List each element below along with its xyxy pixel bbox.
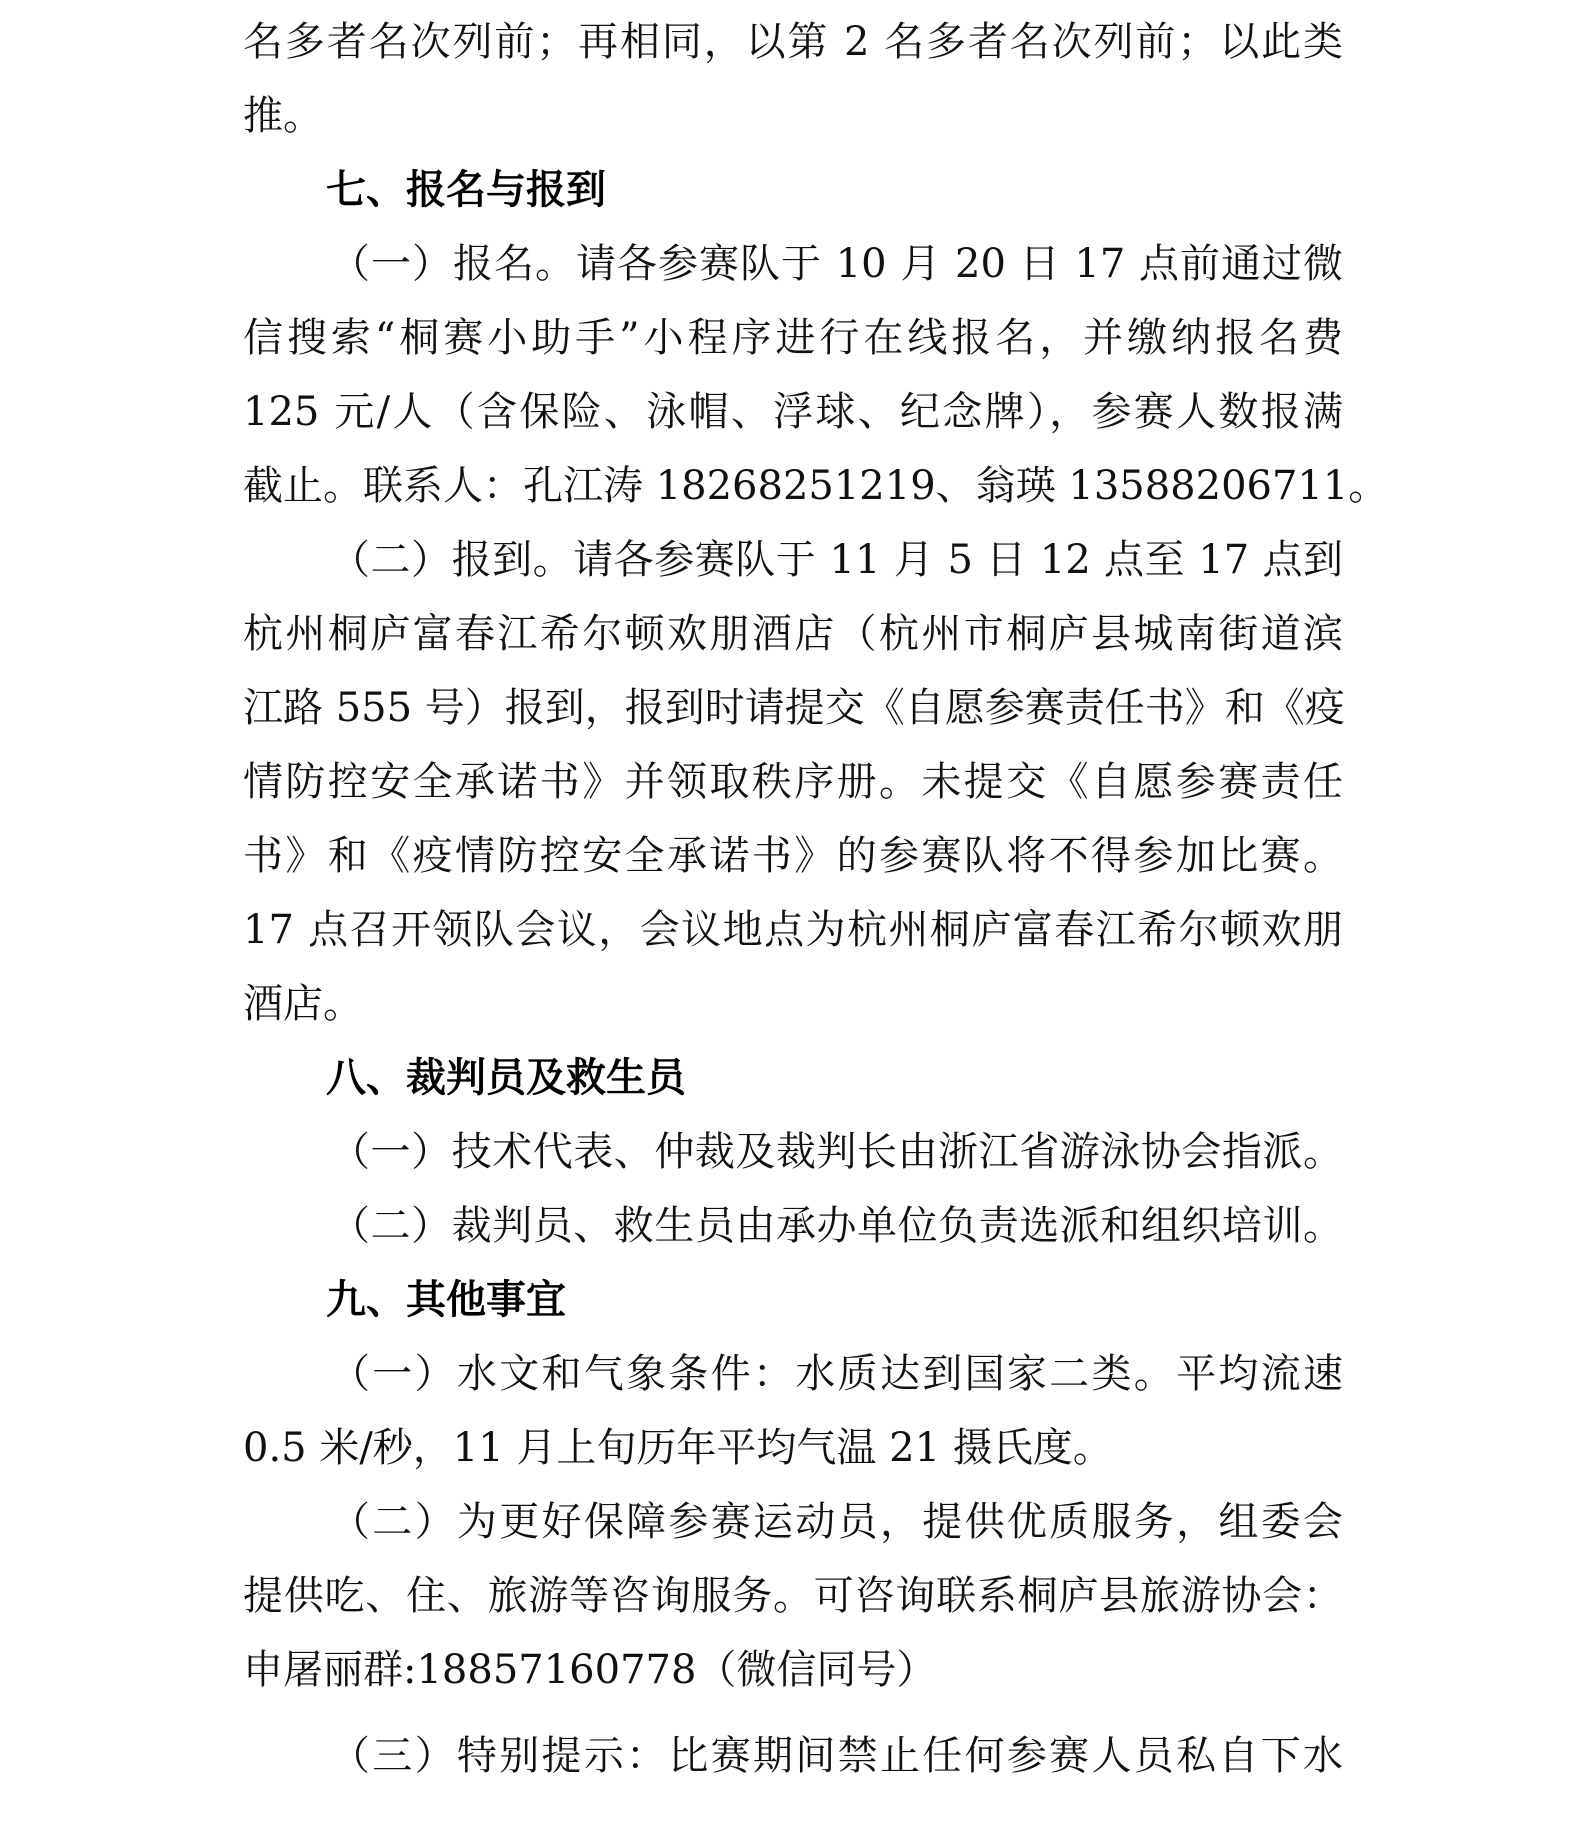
paragraph-line: 酒店。 — [243, 981, 363, 1027]
paragraph-line: 江路 555 号）报到，报到时请提交《自愿参赛责任书》和《疫 — [243, 685, 1345, 731]
paragraph-line: （一）报名。请各参赛队于 10 月 20 日 17 点前通过微 — [330, 241, 1343, 287]
paragraph-line: 推。 — [243, 93, 323, 139]
paragraph-line: 名多者名次列前；再相同，以第 2 名多者名次列前；以此类 — [243, 19, 1343, 65]
paragraph-line: 杭州桐庐富春江希尔顿欢朋酒店（杭州市桐庐县城南街道滨 — [243, 611, 1343, 657]
section-heading-9: 九、其他事宜 — [326, 1277, 566, 1323]
paragraph-line: 17 点召开领队会议，会议地点为杭州桐庐富春江希尔顿欢朋 — [243, 907, 1343, 953]
paragraph-line: 信搜索“桐赛小助手”小程序进行在线报名，并缴纳报名费 — [243, 315, 1343, 361]
paragraph-line: （二）为更好保障参赛运动员，提供优质服务，组委会 — [330, 1499, 1343, 1545]
paragraph-line: 125 元/人（含保险、泳帽、浮球、纪念牌），参赛人数报满 — [243, 389, 1343, 435]
paragraph-line: （一）水文和气象条件：水质达到国家二类。平均流速 — [330, 1351, 1343, 1397]
section-heading-7: 七、报名与报到 — [326, 167, 606, 213]
paragraph-line: （一）技术代表、仲裁及裁判长由浙江省游泳协会指派。 — [330, 1129, 1343, 1175]
paragraph-line: （二）报到。请各参赛队于 11 月 5 日 12 点至 17 点到 — [330, 537, 1343, 583]
paragraph-line: 书》和《疫情防控安全承诺书》的参赛队将不得参加比赛。 — [243, 833, 1343, 879]
paragraph-line: 情防控安全承诺书》并领取秩序册。未提交《自愿参赛责任 — [243, 759, 1343, 805]
section-heading-8: 八、裁判员及救生员 — [326, 1055, 686, 1101]
paragraph-line: 提供吃、住、旅游等咨询服务。可咨询联系桐庐县旅游协会： — [243, 1573, 1343, 1619]
paragraph-line: 截止。联系人：孔江涛 18268251219、翁瑛 13588206711。 — [243, 463, 1389, 509]
paragraph-line: （三）特别提示：比赛期间禁止任何参赛人员私自下水 — [330, 1733, 1343, 1779]
paragraph-line: 申屠丽群:18857160778（微信同号） — [243, 1647, 937, 1693]
paragraph-line: 0.5 米/秒，11 月上旬历年平均气温 21 摄氏度。 — [243, 1425, 1113, 1471]
paragraph-line: （二）裁判员、救生员由承办单位负责选派和组织培训。 — [330, 1203, 1343, 1249]
